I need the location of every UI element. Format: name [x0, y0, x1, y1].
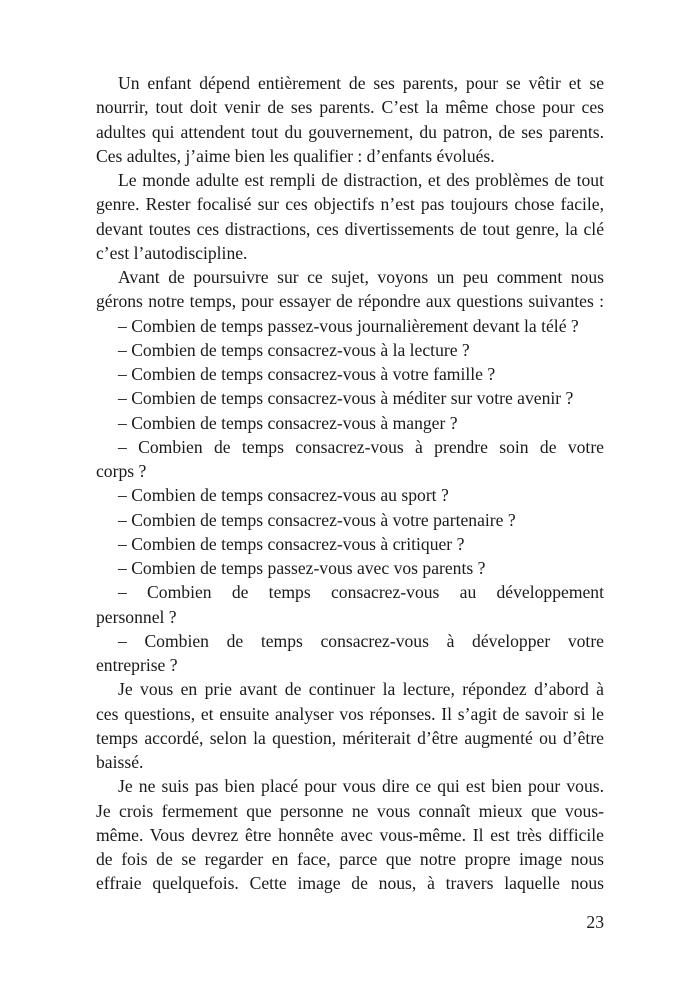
- text-line: Le monde adulte est rempli de distraction, et des problèmes de tout: [118, 170, 604, 190]
- page-body-text: [96, 71, 604, 896]
- text-line: – Combien de temps consacrez-vous à méditer sur votre avenir ?: [118, 388, 574, 409]
- text-line: Ces adultes, j’aime bien les qualifier : d’enfants évolués.: [96, 145, 495, 166]
- text-line: Avant de poursuivre sur ce sujet, voyons un peu comment nous: [118, 267, 604, 287]
- text-line: – Combien de temps consacrez-vous à votre famille ?: [118, 364, 496, 384]
- text-line: corps ?: [96, 461, 147, 481]
- text-line: ces questions, et ensuite analyser vos réponses. Il s’agit de savoir si le: [96, 703, 604, 724]
- text-line: c’est l’autodiscipline.: [96, 242, 248, 263]
- text-line: – Combien de temps consacrez-vous à prendre soin de votre: [118, 436, 604, 457]
- text-line: – Combien de temps consacrez-vous à votre partenaire ?: [118, 509, 516, 530]
- text-line: baissé.: [96, 752, 144, 772]
- text-line: gérons notre temps, pour essayer de répondre aux questions suivantes :: [96, 291, 604, 312]
- text-line: – Combien de temps passez-vous journalièrement devant la télé ?: [118, 315, 579, 336]
- page-number: 23: [586, 912, 604, 932]
- text-line: Un enfant dépend entièrement de ses parents, pour se vêtir et se: [118, 73, 604, 93]
- text-line: adultes qui attendent tout du gouvernement, du patron, de ses parents.: [96, 121, 604, 142]
- text-line: devant toutes ces distractions, ces divertissements de tout genre, la clé: [96, 218, 604, 239]
- text-line: Je vous en prie avant de continuer la lecture, répondez d’abord à: [118, 679, 604, 700]
- text-line: même. Vous devrez être honnête avec vous-même. Il est très difficile: [96, 824, 604, 845]
- text-line: entreprise ?: [96, 655, 178, 675]
- text-line: personnel ?: [96, 606, 177, 627]
- text-line: – Combien de temps passez-vous avec vos parents ?: [118, 558, 486, 578]
- text-line: Je ne suis pas bien placé pour vous dire ce qui est bien pour vous.: [118, 776, 604, 797]
- text-line: effraie quelquefois. Cette image de nous, à travers laquelle nous: [96, 873, 604, 894]
- text-line: nourrir, tout doit venir de ses parents. C’est la même chose pour ces: [96, 97, 604, 118]
- text-line: de fois de se regarder en face, parce que notre propre image nous: [96, 849, 604, 869]
- text-line: – Combien de temps consacrez-vous à développer votre: [118, 630, 604, 651]
- text-line: Je crois fermement que personne ne vous connaît mieux que vous-: [96, 800, 604, 821]
- text-line: – Combien de temps consacrez-vous au sport ?: [118, 485, 449, 506]
- text-line: – Combien de temps consacrez-vous au développement: [118, 582, 604, 603]
- text-line: – Combien de temps consacrez-vous à manger ?: [118, 412, 458, 433]
- text-line: genre. Rester focalisé sur ces objectifs n’est pas toujours chose facile,: [96, 194, 604, 215]
- text-line: temps accordé, selon la question, mériterait d’être augmenté ou d’être: [96, 727, 604, 748]
- text-line: – Combien de temps consacrez-vous à critiquer ?: [118, 533, 465, 554]
- text-line: – Combien de temps consacrez-vous à la lecture ?: [118, 339, 470, 360]
